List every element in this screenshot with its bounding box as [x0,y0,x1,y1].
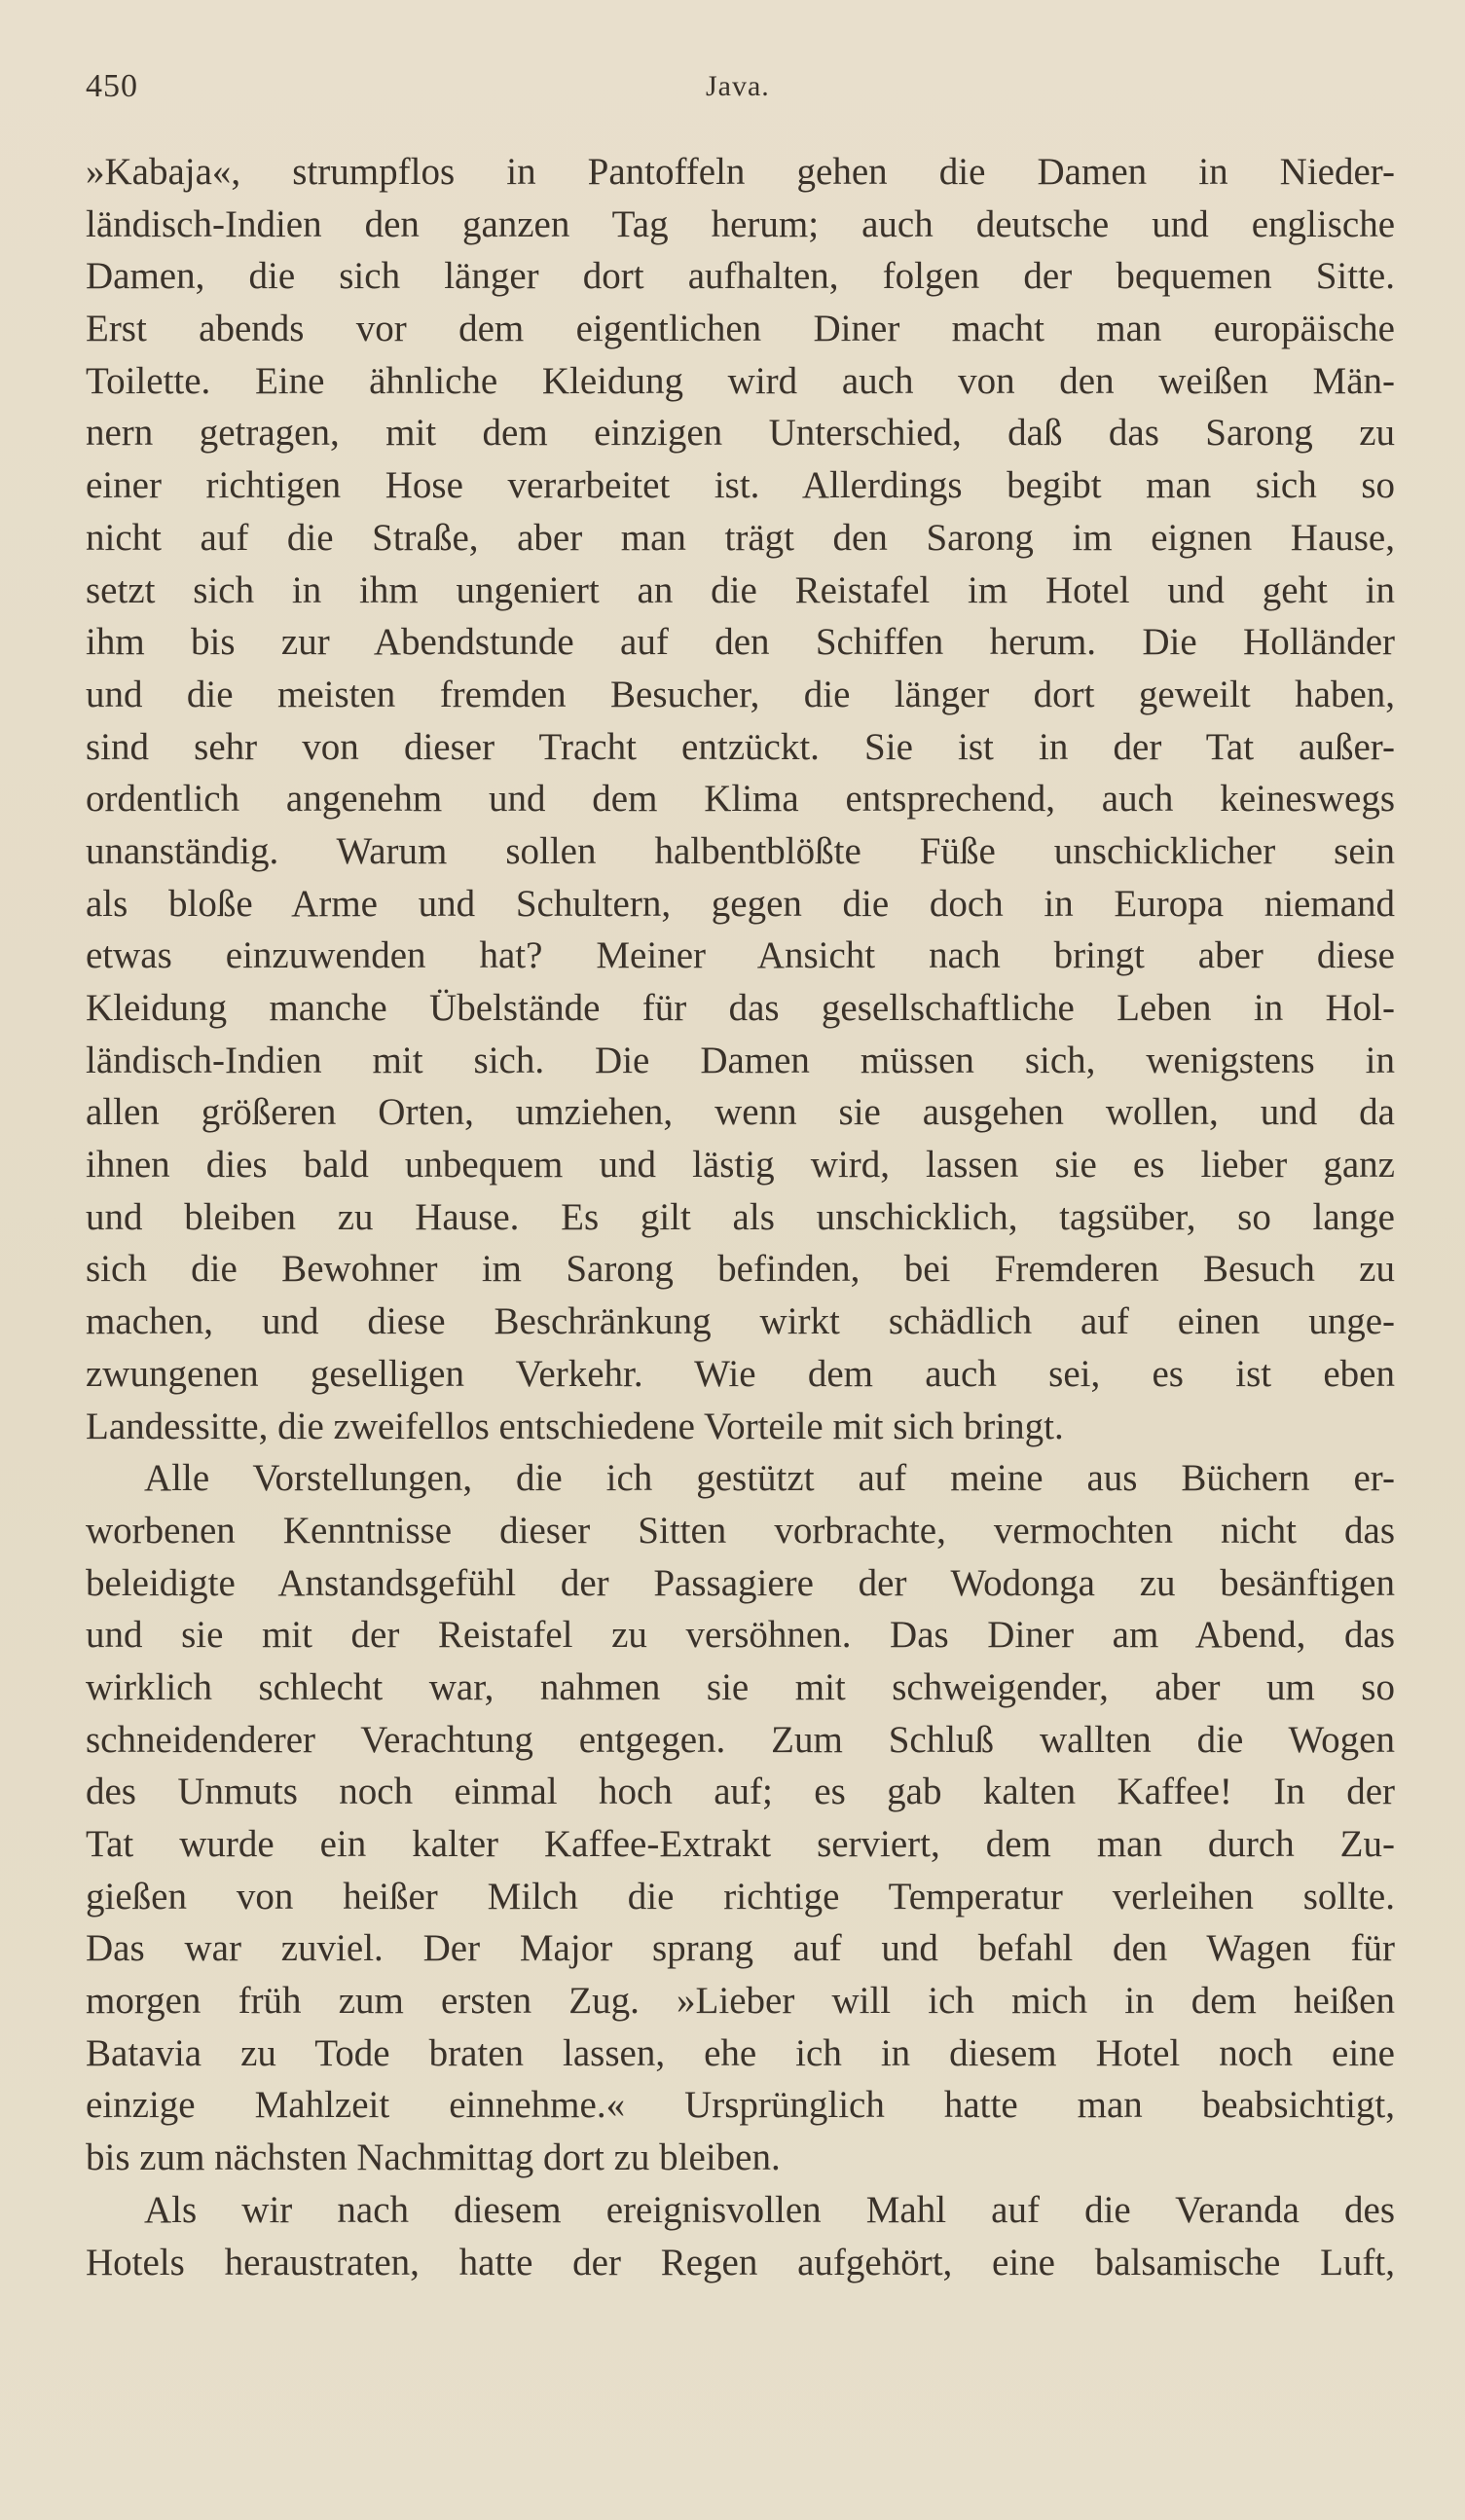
text-line: unanständig. Warum sollen halbentblößte Füße unschicklicher sein [86,829,1395,872]
text-line: nern getragen, mit dem einzigen Unterschied, daß das Sarong zu [86,412,1395,455]
text-line: morgen früh zum ersten Zug. »Lieber will ich mich in dem heißen [86,1980,1395,2023]
text-line: wirklich schlecht war, nahmen sie mit schweigender, aber um so [86,1665,1395,1708]
text-line: Batavia zu Tode braten lassen, ehe ich in diesem Hotel noch eine [86,2031,1395,2074]
text-line: zwungenen geselligen Verkehr. Wie dem auch sei, es ist eben [86,1352,1395,1395]
text-line: Als wir nach diesem ereignisvollen Mahl auf die Veranda des [144,2188,1395,2231]
text-line: einer richtigen Hose verarbeitet ist. Allerdings begibt man sich so [86,464,1395,507]
text-line: als bloße Arme und Schultern, gegen die doch in Europa niemand [86,882,1395,925]
text-line: einzige Mahlzeit einnehme.« Ursprünglich hatte man beabsichtigt, [86,2084,1395,2127]
text-line: Toilette. Eine ähnliche Kleidung wird auch von den weißen Män- [86,359,1395,402]
text-line: Landessitte, die zweifellos entschiedene Vorteile mit sich bringt. [86,1405,1064,1447]
text-line: und die meisten fremden Besucher, die länger dort geweilt haben, [86,673,1395,715]
text-line: Kleidung manche Übelstände für das gesellschaftliche Leben in Hol- [86,987,1395,1029]
text-line: allen größeren Orten, umziehen, wenn sie ausgehen wollen, und da [86,1091,1395,1134]
text-line: schneidenderer Verachtung entgegen. Zum Schluß wallten die Wogen [86,1718,1395,1761]
text-line: beleidigte Anstandsgefühl der Passagiere der Wodonga zu besänftigen [86,1561,1395,1604]
text-line: nicht auf die Straße, aber man trägt den Sarong im eignen Hause, [86,516,1395,559]
text-line: ihnen dies bald unbequem und lästig wird, lassen sie es lieber ganz [86,1144,1395,1187]
text-line: ländisch-Indien den ganzen Tag herum; auch deutsche und englische [86,202,1395,245]
text-line: Erst abends vor dem eigentlichen Diner macht man europäische [86,308,1395,350]
text-line: Alle Vorstellungen, die ich gestützt auf meine aus Büchern er- [144,1457,1395,1500]
text-line: worbenen Kenntnisse dieser Sitten vorbrachte, vermochten nicht das [86,1509,1395,1552]
body-text [86,146,1395,2288]
text-line: Tat wurde ein kalter Kaffee-Extrakt serviert, dem man durch Zu- [86,1823,1395,1865]
text-line: sich die Bewohner im Sarong befinden, bei Fremderen Besuch zu [86,1248,1395,1291]
text-line: gießen von heißer Milch die richtige Temperatur verleihen sollte. [86,1875,1395,1917]
text-line: und sie mit der Reistafel zu versöhnen. Das Diner am Abend, das [86,1614,1395,1657]
text-line: ihm bis zur Abendstunde auf den Schiffen herum. Die Holländer [86,621,1395,664]
text-line: Damen, die sich länger dort aufhalten, folgen der bequemen Sitte. [86,255,1395,298]
text-line: sind sehr von dieser Tracht entzückt. Sie ist in der Tat außer- [86,725,1395,768]
text-line: und bleiben zu Hause. Es gilt als unschicklich, tagsüber, so lange [86,1195,1395,1238]
text-line: ländisch-Indien mit sich. Die Damen müssen sich, wenigstens in [86,1039,1395,1081]
text-line: Das war zuviel. Der Major sprang auf und befahl den Wagen für [86,1927,1395,1970]
page-header [86,68,1395,117]
text-line: Hotels heraustraten, hatte der Regen aufgehört, eine balsamische Luft, [86,2241,1395,2283]
running-title: Java. [706,70,770,102]
text-line: bis zum nächsten Nachmittag dort zu bleiben. [86,2137,781,2179]
text-line: etwas einzuwenden hat? Meiner Ansicht nach bringt aber diese [86,934,1395,977]
text-line: machen, und diese Beschränkung wirkt schädlich auf einen unge- [86,1300,1395,1343]
text-line: des Unmuts noch einmal hoch auf; es gab kalten Kaffee! In der [86,1771,1395,1813]
text-line: setzt sich in ihm ungeniert an die Reistafel im Hotel und geht in [86,568,1395,611]
text-line: ordentlich angenehm und dem Klima entsprechend, auch keineswegs [86,778,1395,821]
text-line: »Kabaja«, strumpflos in Pantoffeln gehen die Damen in Nieder- [86,151,1395,193]
page-number: 450 [86,68,138,104]
